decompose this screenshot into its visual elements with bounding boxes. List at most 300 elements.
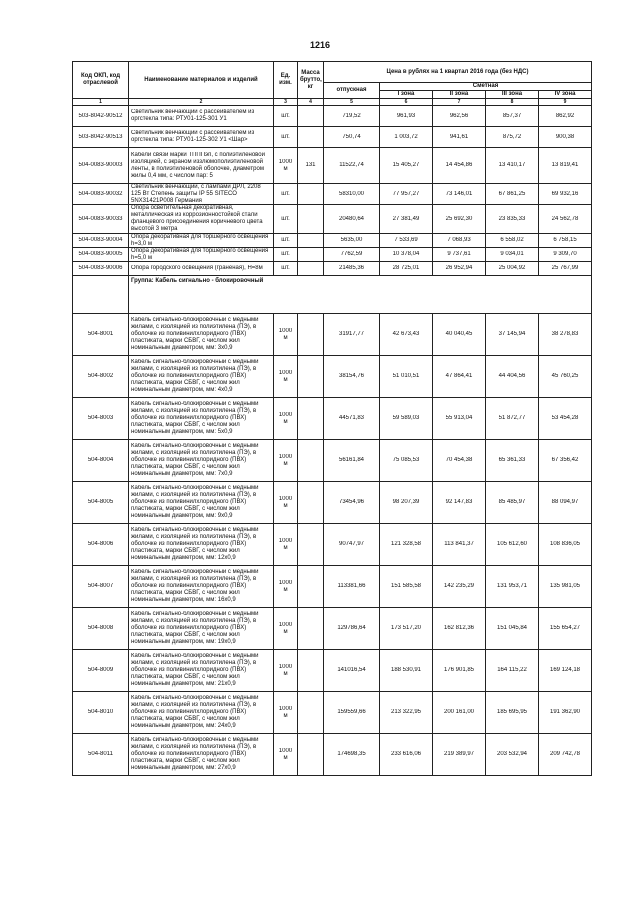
- item-name: [129, 127, 274, 148]
- item-mass: [298, 127, 324, 148]
- price-zone-4: [539, 692, 592, 734]
- price-zone-1-text: 1 003,72: [394, 133, 418, 140]
- item-unit-text: 1000 м: [278, 663, 293, 677]
- item-name: [129, 398, 274, 440]
- item-mass: [298, 524, 324, 566]
- item-mass: [298, 650, 324, 692]
- item-unit-text: 1000 м: [278, 705, 293, 719]
- price-zone-1: [380, 650, 433, 692]
- price-zone-1-text: 151 585,58: [390, 583, 422, 589]
- price-zone-1: [380, 734, 433, 776]
- item-name: [129, 566, 274, 608]
- item-code: [73, 566, 129, 608]
- price-zone-2-text: 47 864,41: [445, 373, 473, 379]
- item-name-text: Кабель сигнально-блокировочный с медными жилами, с изоляцией из полиэтилена (ПЭ), в оболочке из поливинилхлоридного (ПВХ) пластиката, марки СБВГ, с числом жил номинальным диаметром, мм: 3х0,9: [131, 317, 259, 351]
- price-zone-1: [380, 356, 433, 398]
- price-zone-3: [486, 262, 539, 276]
- item-unit-text: 1000 м: [278, 747, 293, 761]
- item-name-text: Кабель сигнально-блокировочный с медными жилами, с изоляцией из полиэтилена (ПЭ), в оболочке из поливинилхлоридного (ПВХ) пластиката, марки СБВГ, с числом жил номинальным диаметром, мм: 5х0,9: [131, 401, 259, 435]
- item-mass: [298, 608, 324, 650]
- price-release: [324, 127, 380, 148]
- item-name-text: Светильник венчающий с рассеивателем из оргстекла типа: РТУ01-125-302 У1 <Шар>: [131, 130, 255, 143]
- header-release: отпускная: [324, 83, 380, 99]
- price-zone-2: [433, 356, 486, 398]
- price-release-text: 174698,35: [337, 751, 366, 757]
- column-number: 8: [486, 99, 539, 106]
- price-zone-3-text: 9 034,01: [500, 251, 524, 257]
- item-code-text: 504-8005: [87, 499, 114, 505]
- item-code: [73, 262, 129, 276]
- column-number: 1: [73, 99, 129, 106]
- price-zone-3-text: 185 695,95: [496, 709, 528, 715]
- price-release-text: 58310,00: [338, 190, 365, 197]
- price-release-text: 5635,00: [340, 237, 363, 243]
- price-zone-2: [433, 608, 486, 650]
- price-release-text: 31917,77: [338, 331, 365, 337]
- price-zone-1-text: 51 010,51: [392, 373, 420, 379]
- price-zone-4: [539, 650, 592, 692]
- price-zone-3: [486, 734, 539, 776]
- price-zone-4: [539, 356, 592, 398]
- item-unit: [274, 524, 298, 566]
- price-release: [324, 440, 380, 482]
- price-zone-1: [380, 440, 433, 482]
- item-unit: [274, 482, 298, 524]
- item-unit: [274, 148, 298, 184]
- item-code: [73, 734, 129, 776]
- price-release-text: 56161,84: [338, 457, 365, 463]
- price-zone-1: [380, 248, 433, 262]
- item-mass: [298, 482, 324, 524]
- price-release: [324, 734, 380, 776]
- item-mass: [298, 440, 324, 482]
- price-zone-2: [433, 314, 486, 356]
- price-release: [324, 248, 380, 262]
- item-code-text: 504-8003: [87, 415, 114, 421]
- price-zone-3: [486, 148, 539, 184]
- item-unit-text: 1000 м: [278, 158, 293, 172]
- price-zone-2-text: 162 812,36: [443, 625, 475, 631]
- price-zone-4: [539, 106, 592, 127]
- price-zone-3-text: 131 953,71: [496, 583, 528, 589]
- price-zone-1: [380, 106, 433, 127]
- price-zone-1: [380, 482, 433, 524]
- price-table-body: [73, 62, 592, 776]
- item-code: [73, 248, 129, 262]
- price-zone-2-text: 142 235,29: [443, 583, 475, 589]
- item-code-text: 504-8006: [87, 541, 114, 547]
- price-zone-1: [380, 398, 433, 440]
- group-row: [73, 276, 592, 314]
- price-zone-1-text: 10 378,04: [392, 251, 420, 257]
- table-row: [73, 734, 592, 776]
- item-name-text: Кабель сигнально-блокировочный с медными жилами, с изоляцией из полиэтилена (ПЭ), в оболочке из поливинилхлоридного (ПВХ) пластиката, марки СБВГ, с числом жил номинальным диаметром, мм: 4х0,9: [131, 359, 259, 393]
- price-zone-3: [486, 314, 539, 356]
- price-zone-4-text: 6 758,15: [553, 237, 577, 243]
- price-zone-4-text: 25 767,99: [551, 265, 579, 271]
- column-numbers-row: [73, 99, 592, 106]
- price-zone-1-text: 961,93: [396, 112, 416, 119]
- price-zone-3: [486, 650, 539, 692]
- item-unit-text: 1000 м: [278, 579, 293, 593]
- item-unit-text: шт.: [281, 265, 290, 271]
- price-zone-4-text: 169 124,18: [549, 667, 581, 673]
- price-zone-1-text: 98 207,39: [392, 499, 420, 505]
- price-zone-4-text: 24 562,78: [551, 215, 579, 222]
- item-name-text: Кабель сигнально-блокировочный с медными жилами, с изоляцией из полиэтилена (ПЭ), в оболочке из поливинилхлоридного (ПВХ) пластиката, марки СБВГ, с числом жил номинальным диаметром, мм: 9х0,9: [131, 485, 259, 519]
- price-zone-2-text: 176 901,85: [443, 667, 475, 673]
- item-code: [73, 205, 129, 234]
- table-row: [73, 248, 592, 262]
- table-row: [73, 127, 592, 148]
- price-zone-3: [486, 482, 539, 524]
- price-zone-2-text: 7 068,93: [447, 237, 471, 243]
- price-release: [324, 262, 380, 276]
- price-zone-4: [539, 482, 592, 524]
- price-zone-3: [486, 692, 539, 734]
- header-name: Наименование материалов и изделий: [129, 62, 274, 99]
- item-name: [129, 262, 274, 276]
- item-mass: [298, 148, 324, 184]
- header-zone-3: III зона: [486, 91, 539, 99]
- price-release: [324, 106, 380, 127]
- price-zone-4: [539, 148, 592, 184]
- price-release-text: 159559,66: [337, 709, 366, 715]
- price-zone-4: [539, 184, 592, 205]
- item-name-text: Опора декоративная для торшерного освещения h=3,0 м: [131, 234, 269, 247]
- price-release: [324, 692, 380, 734]
- item-unit: [274, 262, 298, 276]
- item-name: [129, 106, 274, 127]
- price-zone-1: [380, 127, 433, 148]
- price-zone-2: [433, 482, 486, 524]
- price-zone-1: [380, 262, 433, 276]
- price-zone-3-text: 44 404,56: [498, 373, 526, 379]
- price-zone-4: [539, 524, 592, 566]
- item-code: [73, 440, 129, 482]
- column-number: 2: [129, 99, 274, 106]
- price-zone-4-text: 862,92: [555, 112, 575, 119]
- item-name: [129, 184, 274, 205]
- item-unit: [274, 440, 298, 482]
- item-mass: [298, 248, 324, 262]
- price-zone-3-text: 105 612,60: [496, 541, 528, 547]
- item-unit-text: шт.: [281, 190, 290, 197]
- item-name: [129, 314, 274, 356]
- item-code: [73, 524, 129, 566]
- item-name-text: Опора осветительная декоративная, металлическая из коррозионностойкой стали фланцевого присоединения коричневого цвета высотой 3 метра: [131, 205, 263, 232]
- price-zone-2-text: 200 161,00: [443, 709, 475, 715]
- item-unit-text: шт.: [281, 133, 290, 140]
- price-zone-3-text: 67 861,25: [498, 190, 526, 197]
- item-name: [129, 524, 274, 566]
- price-zone-1-text: 213 322,95: [390, 709, 422, 715]
- price-zone-3: [486, 356, 539, 398]
- price-zone-4-text: 13 819,41: [551, 162, 579, 168]
- item-unit-text: шт.: [281, 251, 290, 257]
- price-zone-4-text: 53 454,28: [551, 415, 579, 421]
- item-mass: [298, 314, 324, 356]
- price-zone-2: [433, 650, 486, 692]
- header-zone-2: II зона: [433, 91, 486, 99]
- header-code: Код ОКП, код отраслевой: [73, 62, 129, 99]
- item-code: [73, 127, 129, 148]
- price-zone-3-text: 203 532,94: [496, 751, 528, 757]
- table-row: [73, 262, 592, 276]
- table-row: [73, 692, 592, 734]
- price-zone-2-text: 70 454,38: [445, 457, 473, 463]
- item-unit: [274, 184, 298, 205]
- item-unit: [274, 205, 298, 234]
- item-name: [129, 234, 274, 248]
- price-release-text: 11522,74: [339, 162, 364, 168]
- price-zone-2-text: 219 389,97: [443, 751, 475, 757]
- item-code: [73, 650, 129, 692]
- price-zone-2-text: 113 841,37: [444, 541, 474, 547]
- price-release: [324, 524, 380, 566]
- price-zone-1: [380, 205, 433, 234]
- price-zone-2-text: 25 692,30: [445, 215, 473, 222]
- header-zone-1: I зона: [380, 91, 433, 99]
- price-release: [324, 205, 380, 234]
- price-release: [324, 566, 380, 608]
- price-zone-2: [433, 440, 486, 482]
- column-number: 4: [298, 99, 324, 106]
- price-zone-2-text: 26 952,94: [445, 265, 473, 271]
- table-row: [73, 566, 592, 608]
- header-zone-4: IV зона: [539, 91, 592, 99]
- price-zone-4-text: 135 981,05: [549, 583, 581, 589]
- price-zone-4: [539, 314, 592, 356]
- price-zone-2-text: 14 454,86: [445, 162, 473, 168]
- price-release-text: 719,52: [342, 112, 361, 119]
- item-name-text: Кабель сигнально-блокировочный с медными жилами, с изоляцией из полиэтилена (ПЭ), в оболочке из поливинилхлоридного (ПВХ) пластиката, марки СБВГ, с числом жил номинальным диаметром, мм: 21х0,9: [131, 653, 259, 687]
- price-zone-2: [433, 127, 486, 148]
- item-mass-text: 131: [305, 162, 316, 168]
- price-zone-2: [433, 234, 486, 248]
- page-number: 1216: [309, 40, 331, 50]
- price-release: [324, 482, 380, 524]
- item-mass: [298, 205, 324, 234]
- item-unit: [274, 566, 298, 608]
- price-release: [324, 398, 380, 440]
- price-zone-4-text: 191 362,90: [549, 709, 581, 715]
- price-zone-1-text: 188 530,91: [390, 667, 422, 673]
- item-unit-text: 1000 м: [278, 327, 293, 341]
- item-code: [73, 184, 129, 205]
- price-zone-1: [380, 524, 433, 566]
- price-zone-3: [486, 234, 539, 248]
- price-zone-2: [433, 148, 486, 184]
- price-release: [324, 608, 380, 650]
- price-zone-1-text: 28 725,01: [392, 265, 420, 271]
- header-price-group: Цена в рублях на 1 квартал 2016 года (без НДС): [324, 62, 592, 83]
- price-zone-4: [539, 127, 592, 148]
- item-code-text: 504-8007: [87, 583, 114, 589]
- table-row: [73, 608, 592, 650]
- table-row: [73, 356, 592, 398]
- price-zone-1-text: 59 589,03: [392, 415, 420, 421]
- price-zone-3-text: 37 145,94: [498, 331, 526, 337]
- item-unit-text: шт.: [281, 112, 290, 119]
- item-name-text: Кабель сигнально-блокировочный с медными жилами, с изоляцией из полиэтилена (ПЭ), в оболочке из поливинилхлоридного (ПВХ) пластиката, марки СБВГ, с числом жил номинальным диаметром, мм: 12х0,9: [131, 527, 259, 561]
- item-mass: [298, 356, 324, 398]
- header-unit: Ед. изм.: [274, 62, 298, 99]
- item-unit: [274, 692, 298, 734]
- price-zone-1-text: 75 085,53: [392, 457, 420, 463]
- item-name: [129, 608, 274, 650]
- group-title: Группа: Кабель сигнально - блокировочный: [129, 276, 592, 314]
- price-release: [324, 314, 380, 356]
- item-code: [73, 314, 129, 356]
- price-release-text: 21485,36: [338, 265, 365, 271]
- price-zone-2: [433, 398, 486, 440]
- header-mass: Масса брутто, кг: [298, 62, 324, 99]
- price-release-text: 73454,96: [338, 499, 365, 505]
- price-zone-3: [486, 608, 539, 650]
- item-code: [73, 356, 129, 398]
- item-code-text: 504-8011: [88, 751, 113, 757]
- item-unit: [274, 314, 298, 356]
- price-zone-1-text: 42 673,43: [392, 331, 420, 337]
- item-code-text: 504-8004: [87, 457, 114, 463]
- price-zone-3-text: 875,72: [502, 133, 522, 140]
- item-name: [129, 248, 274, 262]
- price-zone-3-text: 857,37: [502, 112, 522, 119]
- item-name-text: Кабель сигнально-блокировочный с медными жилами, с изоляцией из полиэтилена (ПЭ), в оболочке из поливинилхлоридного (ПВХ) пластиката, марки СБВГ, с числом жил номинальным диаметром, мм: 16х0,9: [131, 569, 259, 603]
- price-zone-2: [433, 262, 486, 276]
- price-zone-4-text: 69 932,16: [551, 190, 579, 197]
- item-name-text: Кабель сигнально-блокировочный с медными жилами, с изоляцией из полиэтилена (ПЭ), в оболочке из поливинилхлоридного (ПВХ) пластиката, марки СБВГ, с числом жил номинальным диаметром, мм: 24х0,9: [131, 695, 259, 729]
- item-unit: [274, 106, 298, 127]
- price-zone-1: [380, 314, 433, 356]
- price-zone-4: [539, 566, 592, 608]
- item-unit-text: 1000 м: [278, 369, 293, 383]
- item-code-text: 503-8042-90513: [78, 133, 123, 140]
- price-release-text: 7762,59: [340, 251, 363, 257]
- item-name: [129, 650, 274, 692]
- table-row: [73, 205, 592, 234]
- item-code-text: 503-8042-90512: [78, 112, 123, 119]
- item-mass: [298, 184, 324, 205]
- item-name-text: Светильник венчающий с рассеивателем из оргстекла типа: РТУ01-125-301 У1: [131, 109, 255, 122]
- price-zone-3-text: 164 115,22: [497, 667, 527, 673]
- price-zone-3: [486, 566, 539, 608]
- item-code: [73, 234, 129, 248]
- item-code-text: 504-0083-90003: [78, 162, 123, 168]
- item-name-text: Опора декоративная для торшерного освещения h=5,0 м: [131, 248, 269, 261]
- price-zone-2-text: 73 146,01: [445, 190, 473, 197]
- price-zone-3: [486, 248, 539, 262]
- item-unit: [274, 356, 298, 398]
- price-zone-1-text: 233 616,06: [390, 751, 422, 757]
- item-unit: [274, 234, 298, 248]
- price-zone-4: [539, 205, 592, 234]
- price-zone-3: [486, 440, 539, 482]
- item-mass: [298, 692, 324, 734]
- price-zone-3: [486, 127, 539, 148]
- price-zone-4: [539, 608, 592, 650]
- price-zone-3: [486, 205, 539, 234]
- price-zone-1-text: 7 533,69: [394, 237, 418, 243]
- price-zone-2: [433, 205, 486, 234]
- table-row: [73, 650, 592, 692]
- price-zone-2-text: 941,61: [449, 133, 469, 140]
- item-code-text: 504-8002: [87, 373, 114, 379]
- price-zone-2-text: 92 147,83: [445, 499, 473, 505]
- price-zone-2: [433, 524, 486, 566]
- price-release: [324, 184, 380, 205]
- item-name-text: Опора городского освещения (граненая), Н=8м: [131, 265, 263, 271]
- table-row: [73, 106, 592, 127]
- item-name-text: Кабель сигнально-блокировочный с медными жилами, с изоляцией из полиэтилена (ПЭ), в оболочке из поливинилхлоридного (ПВХ) пластиката, марки СБВГ, с числом жил номинальным диаметром, мм: 7х0,9: [131, 443, 259, 477]
- price-zone-4-text: 900,38: [555, 133, 575, 140]
- item-unit: [274, 608, 298, 650]
- price-release-text: 750,74: [342, 133, 361, 140]
- price-release-text: 90747,97: [338, 541, 365, 547]
- item-mass: [298, 234, 324, 248]
- price-zone-3-text: 51 872,77: [498, 415, 526, 421]
- price-zone-2-text: 962,56: [449, 112, 469, 119]
- price-zone-1: [380, 148, 433, 184]
- price-zone-2: [433, 692, 486, 734]
- table-row: [73, 314, 592, 356]
- item-unit-text: шт.: [281, 215, 290, 222]
- price-release: [324, 356, 380, 398]
- price-zone-1-text: 27 381,49: [392, 215, 420, 222]
- price-zone-4: [539, 440, 592, 482]
- price-zone-3: [486, 106, 539, 127]
- price-zone-4-text: 45 760,25: [551, 373, 579, 379]
- item-name-text: Кабель сигнально-блокировочный с медными жилами, с изоляцией из полиэтилена (ПЭ), в оболочке из поливинилхлоридного (ПВХ) пластиката, марки СБВГ, с числом жил номинальным диаметром, мм: 27х0,9: [131, 737, 259, 771]
- price-zone-1: [380, 234, 433, 248]
- table-row: [73, 398, 592, 440]
- price-zone-1: [380, 608, 433, 650]
- item-code-text: 504-0083-90032: [78, 190, 123, 197]
- price-zone-1: [380, 692, 433, 734]
- item-mass: [298, 106, 324, 127]
- header-estimate: Сметная: [380, 83, 592, 91]
- price-release: [324, 650, 380, 692]
- price-zone-3-text: 25 004,92: [498, 265, 526, 271]
- group-row-code-cell: [73, 276, 129, 314]
- item-name: [129, 692, 274, 734]
- item-code-text: 504-8001: [87, 331, 114, 337]
- price-zone-3-text: 85 485,97: [498, 499, 526, 505]
- price-release-text: 141016,54: [337, 667, 366, 673]
- price-zone-3-text: 65 361,33: [498, 457, 526, 463]
- price-zone-4: [539, 234, 592, 248]
- item-mass: [298, 398, 324, 440]
- item-name-text: Кабели связи марки ТПППэп, с полиэтиленовой изоляцией, с экраном иззлюмополиэтиленовой ленты, в полиэтиленовой оболочке, диаметром жилы 0,4 мм, с числом пар: 5: [131, 151, 265, 179]
- price-zone-3-text: 151 045,84: [496, 625, 528, 631]
- price-zone-4-text: 67 356,42: [551, 457, 579, 463]
- item-unit: [274, 248, 298, 262]
- price-release-text: 38154,76: [338, 373, 365, 379]
- item-unit-text: шт.: [281, 237, 290, 243]
- price-zone-2-text: 40 040,45: [445, 331, 473, 337]
- item-name: [129, 440, 274, 482]
- price-zone-3: [486, 184, 539, 205]
- item-code-text: 504-8008: [87, 625, 114, 631]
- column-number: 6: [380, 99, 433, 106]
- column-number: 5: [324, 99, 380, 106]
- item-name: [129, 356, 274, 398]
- price-zone-3: [486, 524, 539, 566]
- price-release-text: 44571,83: [338, 415, 365, 421]
- price-zone-2-text: 55 913,04: [445, 415, 473, 421]
- price-zone-2: [433, 184, 486, 205]
